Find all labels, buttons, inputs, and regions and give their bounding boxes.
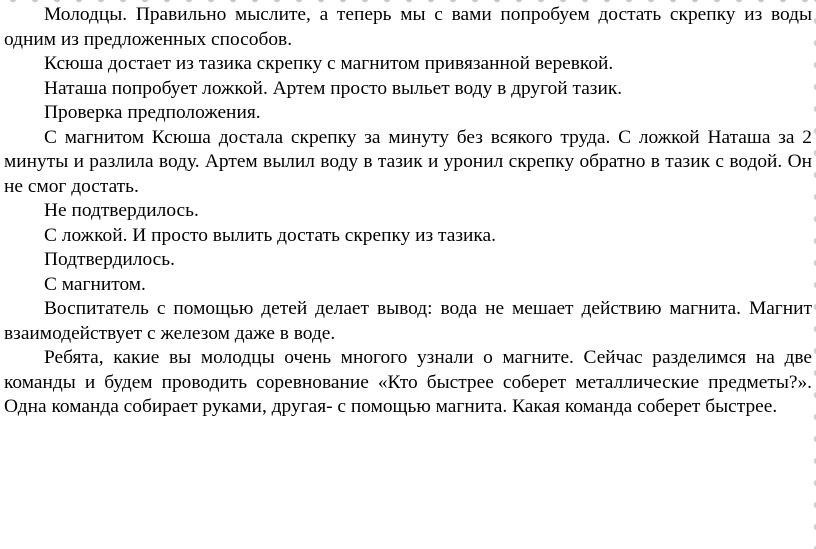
paragraph-natasha: Наташа попробует ложкой. Артем просто выльет воду в другой тазик. bbox=[44, 77, 623, 99]
paragraph-spoon: С ложкой. И просто вылить достать скрепку из тазика. bbox=[44, 224, 496, 246]
document-page bbox=[4, 3, 812, 420]
paragraph-conclusion: Воспитатель с помощью детей делает вывод: вода не мешает действию магнита. Магнит взаимодействует с железом даже в воде. bbox=[4, 298, 812, 344]
paragraph-competition: Ребята, какие вы молодцы очень многого узнали о магните. Сейчас разделимся на две команды и будем проводить соревнование «Кто быстрее соберет металлические предметы?». Одна команда собирает руками, другая- с помощью магнита. Какая команда соберет быстрее. bbox=[4, 347, 812, 417]
paragraph-magnet: С магнитом. bbox=[44, 273, 146, 295]
paragraph-confirmed: Подтвердилось. bbox=[44, 249, 175, 270]
paragraph-ksyusha: Ксюша достает из тазика скрепку с магнитом привязанной веревкой. bbox=[44, 53, 614, 74]
paragraph-results: С магнитом Ксюша достала скрепку за минуту без всякого труда. С ложкой Наташа за 2 минуты и разлила воду. Артем вылил воду в тазик и уронил скрепку обратно в тазик с водой. Он не смог достать. bbox=[4, 126, 812, 197]
paragraph-intro: Молодцы. Правильно мыслите, а теперь мы с вами попробуем достать скрепку из воды одним из предложенных способов. bbox=[4, 4, 812, 50]
paragraph-check-heading: Проверка предположения. bbox=[44, 102, 261, 123]
paragraph-not-confirmed: Не подтвердилось. bbox=[44, 200, 199, 221]
